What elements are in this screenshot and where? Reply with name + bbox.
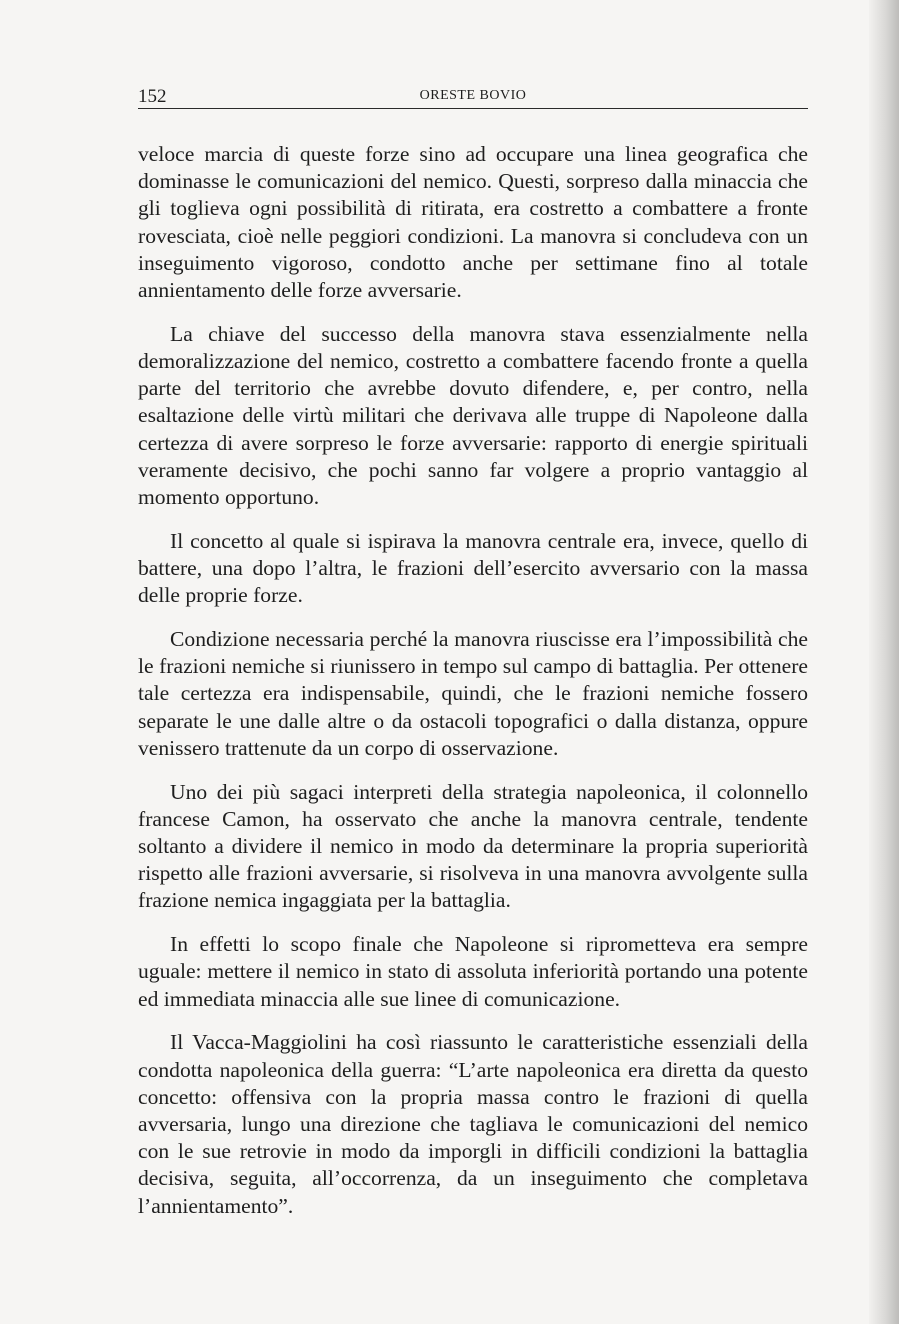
- body-text: [138, 141, 808, 1236]
- paragraph-4: Condizione necessaria perché la manovra riuscisse era l’impossibilità che le frazioni nemiche si riunissero in tempo sul campo di battaglia. Per ottenere tale certezza era indispensabile, quindi, che le frazioni nemiche fossero separate le une dalle altre o da ostacoli topografici o dalla distanza, oppure venissero trattenute da un corpo di osservazione.: [138, 627, 808, 760]
- paragraph-7: Il Vacca-Maggiolini ha così riassunto le caratteristiche essenziali della condotta napoleonica della guerra: “L’arte napoleonica era diretta da questo concetto: offensiva con la propria massa contro le frazioni di quella avversaria, lungo una direzione che tagliava le comunicazioni del nemico con le sue retrovie in modo da imporgli in difficili condizioni la battaglia decisiva, seguita, all’occorrenza, da un inseguimento che completava l’annientamento”.: [138, 1030, 808, 1218]
- paragraph-5: Uno dei più sagaci interpreti della strategia napoleonica, il colonnello francese Camon, ha osservato che anche la manovra centrale, tendente soltanto a dividere il nemico in modo da determinare la propria superiorità rispetto alle frazioni avversarie, si risolveva in una manovra avvolgente sulla frazione nemica ingaggiata per la battaglia.: [138, 779, 808, 913]
- page-header: [138, 82, 808, 109]
- paragraph-1: veloce marcia di queste forze sino ad occupare una linea geografica che dominasse le comunicazioni del nemico. Questi, sorpreso dalla minaccia che gli toglieva ogni possibilità di ritirata, era costretto a combattere a fronte rovesciata, cioè nelle peggiori condizioni. La manovra si concludeva con un inseguimento vigoroso, condotto anche per settimane fino al totale annientamento delle forze avversarie.: [138, 142, 808, 303]
- page-number: 152: [138, 86, 167, 107]
- page-edge-shadow: [869, 0, 899, 1324]
- running-head: ORESTE BOVIO: [419, 88, 527, 103]
- paragraph-3: Il concetto al quale si ispirava la manovra centrale era, invece, quello di battere, una dopo l’altra, le frazioni dell’esercito avversario con la massa delle proprie forze.: [138, 528, 808, 608]
- paragraph-2: La chiave del successo della manovra stava essenzialmente nella demoralizzazione del nemico, costretto a combattere facendo fronte a quella parte del territorio che avrebbe dovuto difendere, e, per contro, nella esaltazione delle virtù militari che derivava alle truppe di Napoleone dalla certezza di avere sorpreso le forze avversarie: rapporto di energie spirituali veramente decisivo, che pochi sanno far volgere a proprio vantaggio al momento opportuno.: [138, 321, 808, 510]
- paragraph-6: In effetti lo scopo finale che Napoleone si riprometteva era sempre uguale: mettere il nemico in stato di assoluta inferiorità portando una potente ed immediata minaccia alle sue linee di comunicazione.: [138, 932, 808, 1011]
